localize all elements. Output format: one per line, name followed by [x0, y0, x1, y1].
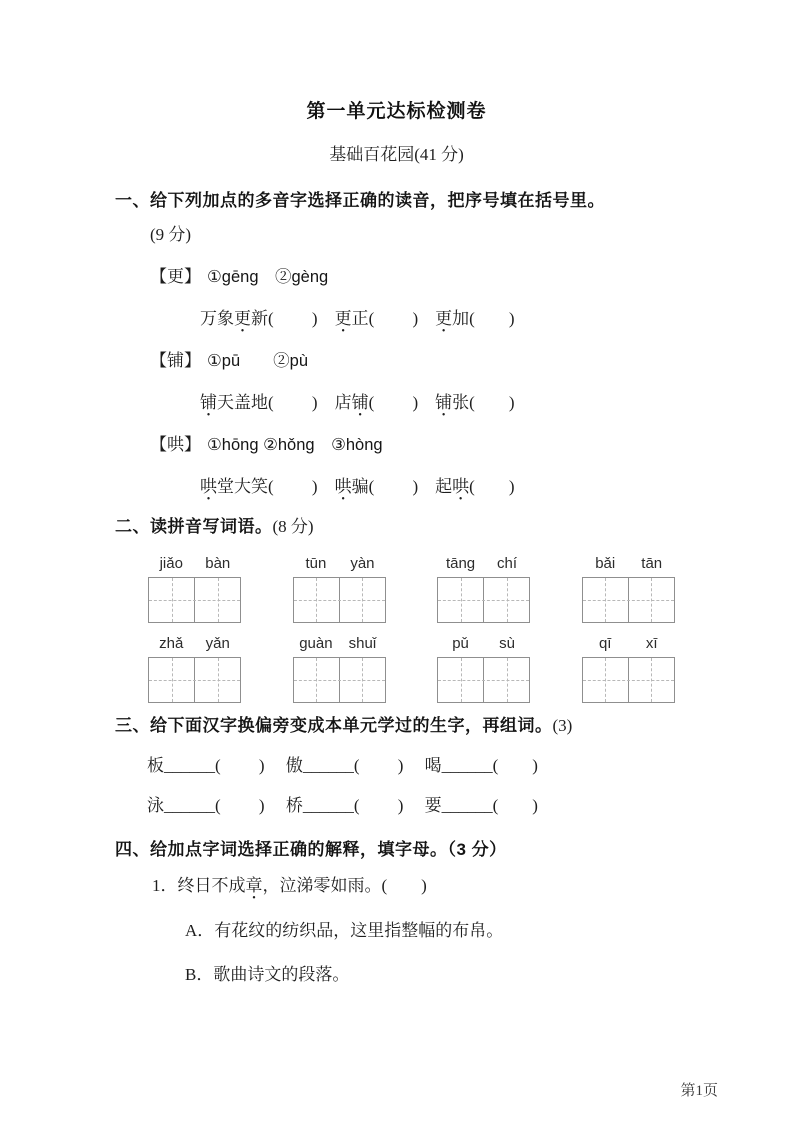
character-writing-box	[148, 577, 241, 623]
page-number: 第1页	[680, 1083, 718, 1099]
section3-score: (3)	[552, 716, 573, 735]
polyphone-words-hong: 哄堂大笑( ) 哄骗( ) 起哄( )	[200, 477, 515, 496]
part-subtitle: 基础百花园(41 分)	[329, 145, 464, 164]
section3-heading-text: 三、给下面汉字换偏旁变成本单元学过的生字，再组词。	[115, 716, 553, 735]
section1-score: (9 分)	[150, 225, 192, 244]
character-writing-box	[582, 657, 675, 703]
section2-heading	[115, 516, 723, 538]
radical-change-row: 板______( ) 傲______( ) 喝______( )	[147, 756, 538, 775]
character-writing-box	[582, 577, 675, 623]
writing-grid	[148, 635, 241, 703]
question-1-option-b: B．歌曲诗文的段落。	[185, 965, 350, 984]
polyphone-group-geng	[150, 266, 723, 288]
section3-heading	[115, 715, 723, 737]
polyphone-group-pu	[150, 350, 723, 372]
polyphone-char-label: 【铺】	[150, 351, 201, 370]
page-title: 第一单元达标检测卷	[306, 101, 487, 122]
pinyin-label: zhǎ yǎn	[159, 635, 230, 652]
character-writing-box	[437, 577, 530, 623]
question-1: 1．终日不成章，泣涕零如雨。( )	[152, 876, 427, 895]
character-writing-box	[437, 657, 530, 703]
polyphone-char-label: 【更】	[150, 267, 201, 286]
section4-heading: 四、给加点字词选择正确的解释，填字母。（3 分）	[115, 840, 507, 859]
writing-grid	[582, 555, 675, 623]
pinyin-label: tāng chí	[445, 555, 518, 572]
section2-score: (8 分)	[272, 517, 314, 536]
character-writing-box	[148, 657, 241, 703]
polyphone-options: ①hōng ②hǒng ③hòng	[207, 436, 383, 454]
pinyin-row	[148, 635, 675, 703]
pinyin-label: tūn yàn	[305, 555, 375, 572]
character-writing-box	[293, 577, 386, 623]
polyphone-options: ①gēng ②gèng	[207, 268, 329, 286]
writing-grid	[148, 555, 241, 623]
writing-grid	[437, 635, 530, 703]
section2-heading-text: 二、读拼音写词语。	[115, 517, 273, 536]
character-writing-box	[293, 657, 386, 703]
pinyin-label: guàn shuǐ	[299, 635, 377, 652]
polyphone-options: ①pū ②pù	[207, 352, 308, 370]
pinyin-label: pǔ sù	[452, 635, 515, 652]
pinyin-label: qī xī	[598, 635, 658, 652]
polyphone-words-geng: 万象更新( ) 更正( ) 更加( )	[200, 309, 515, 328]
polyphone-words-pu: 铺天盖地( ) 店铺( ) 铺张( )	[200, 393, 515, 412]
polyphone-char-label: 【哄】	[150, 435, 201, 454]
writing-grid	[293, 555, 386, 623]
section1-heading: 一、给下列加点的多音字选择正确的读音，把序号填在括号里。	[115, 191, 605, 210]
pinyin-writing-block	[148, 555, 675, 703]
writing-grid	[437, 555, 530, 623]
pinyin-label: jiǎo bàn	[159, 555, 231, 572]
polyphone-group-hong	[150, 434, 723, 456]
pinyin-row	[148, 555, 675, 623]
writing-grid	[293, 635, 386, 703]
writing-grid	[582, 635, 675, 703]
paper-content	[0, 190, 793, 986]
radical-change-row: 泳______( ) 桥______( ) 要______( )	[147, 796, 538, 815]
pinyin-label: bǎi tān	[595, 555, 663, 572]
question-1-option-a: A．有花纹的纺织品，这里指整幅的布帛。	[185, 921, 504, 940]
